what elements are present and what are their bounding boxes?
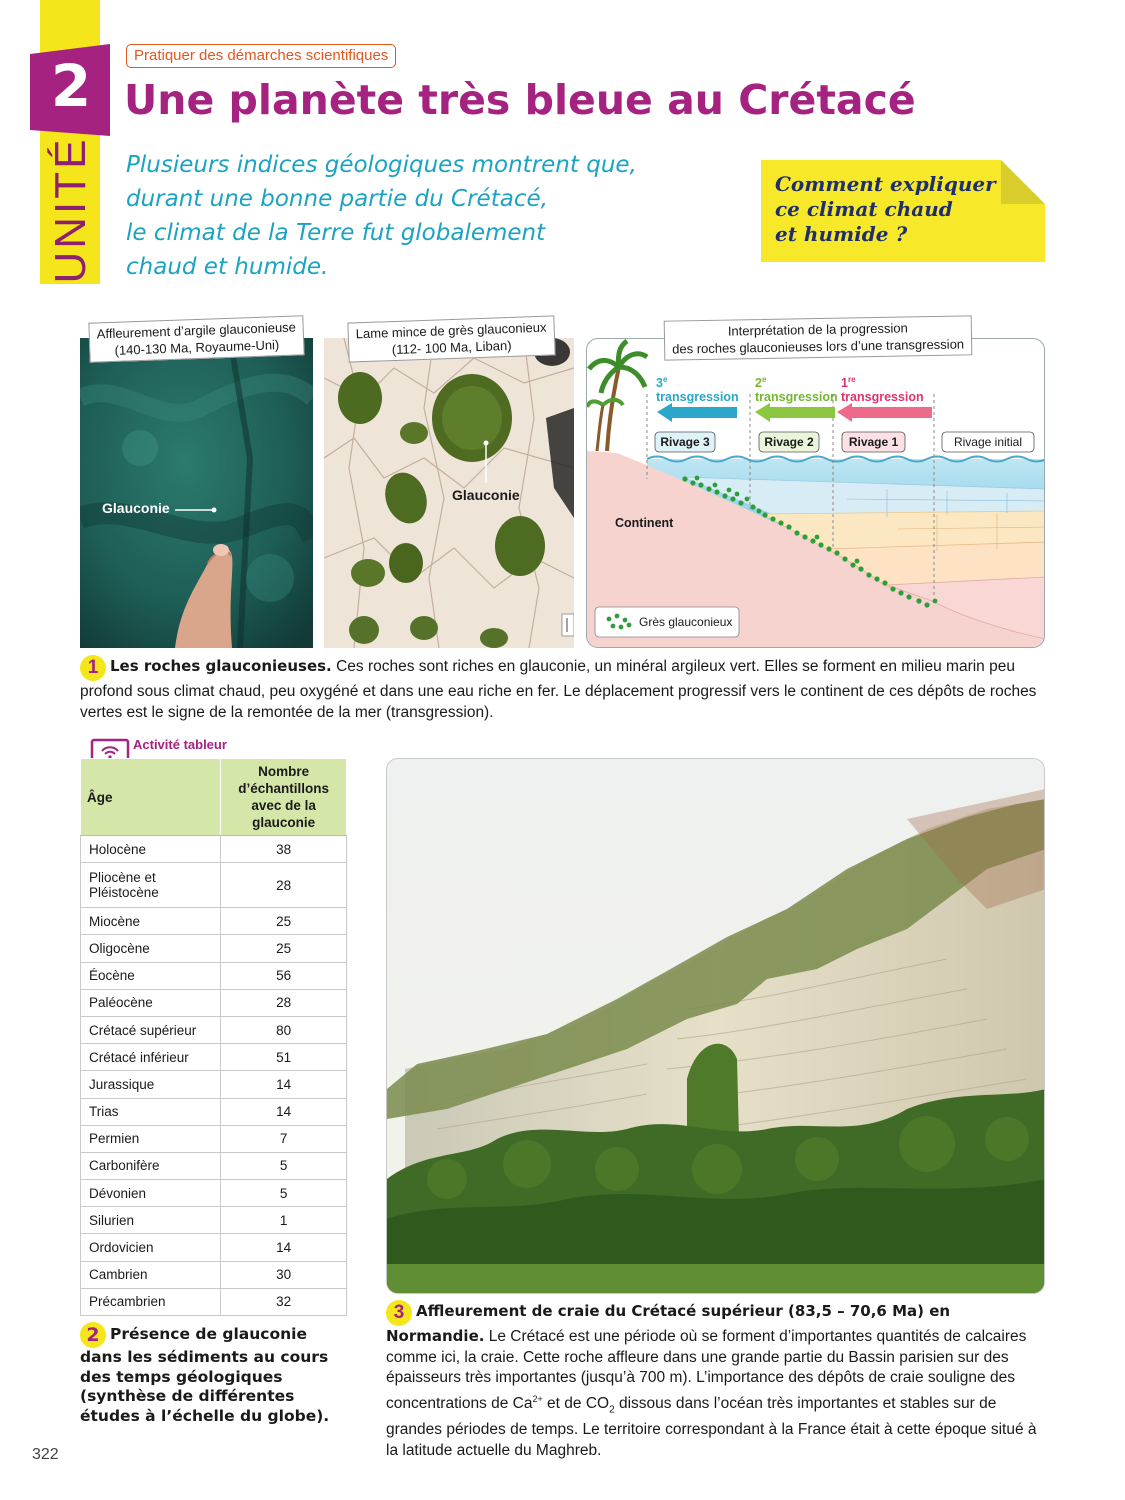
doc3-text-a: Le Crétacé est une période où se forment d’importantes quantités de calcaires comme ici, la craie. Cette roche affleure dans une grande partie du Bassin parisien sur des épaisseurs très importantes (jusqu’à 700 m). L’importance des dépôts de craie souligne des concentrations de Ca — [386, 1328, 1027, 1412]
question-line: Comment expliquer — [775, 172, 996, 196]
age-cell: Pliocène et Pléistocène — [81, 863, 221, 908]
diagram-caption — [664, 315, 973, 360]
doc3-sup-ca: 2+ — [532, 1393, 543, 1404]
table-row — [81, 908, 347, 935]
photo2-caption — [347, 315, 555, 362]
age-cell: Permien — [81, 1125, 221, 1152]
count-cell: 51 — [221, 1044, 347, 1071]
question-line: et humide ? — [775, 222, 908, 246]
doc3-caption — [386, 1300, 1045, 1461]
photo2-caption-line2: (112- 100 Ma, Liban) — [391, 337, 512, 358]
intro-line: Plusieurs indices géologiques montrent que, — [126, 152, 637, 178]
table-row — [81, 989, 347, 1016]
age-cell: Crétacé supérieur — [81, 1016, 221, 1043]
photo2-caption-line1: Lame mince de grès glauconieux — [355, 319, 547, 342]
doc2-text: Présence de glauconie dans les sédiments au cours des temps géologiques (synthèse de différentes études à l’échelle du globe). — [80, 1325, 330, 1425]
intro-line: chaud et humide. — [126, 254, 329, 280]
unit-number: 2 — [50, 52, 92, 120]
doc1-caption — [80, 655, 1045, 723]
table-row — [81, 1044, 347, 1071]
chalk-cliff-photo — [386, 758, 1045, 1294]
table-row — [81, 1016, 347, 1043]
shore-label: Rivage 3 — [660, 435, 710, 449]
table-body — [81, 836, 347, 1316]
doc3-number-badge: 3 — [386, 1300, 412, 1326]
col-header-age: Âge — [81, 759, 221, 836]
age-cell: Miocène — [81, 908, 221, 935]
age-cell: Jurassique — [81, 1071, 221, 1098]
age-cell: Carbonifère — [81, 1152, 221, 1179]
count-cell: 1 — [221, 1207, 347, 1234]
age-cell: Précambrien — [81, 1288, 221, 1315]
table-row — [81, 1207, 347, 1234]
shore-label: Rivage 1 — [848, 435, 899, 449]
count-cell: 38 — [221, 836, 347, 863]
page-curl-icon — [1001, 160, 1045, 204]
count-cell: 7 — [221, 1125, 347, 1152]
doc3-text-c: dissous dans l’océan très importantes et stables sur de grandes périodes de temps. Le territoire correspondant à la France était à cette époque situé à la latitude actuelle du Maghreb. — [386, 1394, 1037, 1459]
photo1-caption — [88, 315, 304, 362]
activity-text: Activité tableur — [133, 737, 227, 752]
doc3-title: Affleurement de craie du Crétacé supérieur (83,5 – 70,6 Ma) en Normandie. — [386, 1302, 951, 1345]
count-cell: 14 — [221, 1234, 347, 1261]
doc3-sub-co: 2 — [609, 1403, 615, 1415]
photo1-caption-line1: Affleurement d’argile glauconieuse — [96, 319, 297, 342]
legend-label: Grès glauconieux — [639, 615, 733, 629]
count-cell: 5 — [221, 1180, 347, 1207]
count-cell: 30 — [221, 1261, 347, 1288]
count-cell: 80 — [221, 1016, 347, 1043]
age-cell: Holocène — [81, 836, 221, 863]
count-cell: 14 — [221, 1098, 347, 1125]
age-cell: Silurien — [81, 1207, 221, 1234]
doc2-number-badge: 2 — [80, 1322, 106, 1348]
age-cell: Trias — [81, 1098, 221, 1125]
transgression-1-label: 1re transgression — [841, 375, 924, 405]
age-cell: Crétacé inférieur — [81, 1044, 221, 1071]
page-number: 322 — [32, 1446, 59, 1463]
col-header-count: Nombre d’échantillons avec de la glauconie — [221, 759, 347, 836]
table-row — [81, 962, 347, 989]
photo1-glauconie-label: Glauconie — [102, 500, 170, 516]
table-row — [81, 935, 347, 962]
count-cell: 5 — [221, 1152, 347, 1179]
table-row — [81, 1071, 347, 1098]
count-cell: 28 — [221, 989, 347, 1016]
intro-text — [126, 148, 706, 284]
question-text — [775, 172, 996, 247]
age-cell: Paléocène — [81, 989, 221, 1016]
age-cell: Dévonien — [81, 1180, 221, 1207]
table-row — [81, 1261, 347, 1288]
glauconite-table — [80, 758, 347, 1316]
page-title: Une planète très bleue au Crétacé — [124, 76, 916, 124]
age-cell: Ordovicien — [81, 1234, 221, 1261]
table-row — [81, 836, 347, 863]
table-row — [81, 1234, 347, 1261]
doc3-text-b: et de CO — [542, 1394, 610, 1412]
count-cell: 25 — [221, 908, 347, 935]
diagram-caption-line1: Interprétation de la progression — [727, 320, 908, 339]
glauconite-clay-photo — [80, 338, 313, 648]
shore-label: Rivage initial — [953, 435, 1023, 449]
doc1-number-badge: 1 — [80, 655, 106, 681]
table-row — [81, 1152, 347, 1179]
age-cell: Oligocène — [81, 935, 221, 962]
diagram-caption-line2: des roches glauconieuses lors d’une transgression — [672, 336, 965, 357]
continent-label: Continent — [615, 516, 674, 530]
doc2-caption — [80, 1322, 342, 1426]
count-cell: 28 — [221, 863, 347, 908]
photo2-glauconie-label: Glauconie — [452, 487, 520, 503]
transgression-arrows — [657, 403, 932, 422]
transgression-3-label: 3e transgression — [656, 375, 739, 405]
table-row — [81, 863, 347, 908]
count-cell: 14 — [221, 1071, 347, 1098]
transgression-2-label: 2e transgression — [755, 375, 838, 405]
table-row — [81, 1180, 347, 1207]
transgression-diagram — [586, 338, 1045, 648]
table-row — [81, 1098, 347, 1125]
question-line: ce climat chaud — [775, 197, 953, 221]
intro-line: le climat de la Terre fut globalement — [126, 220, 546, 246]
age-cell: Éocène — [81, 962, 221, 989]
count-cell: 25 — [221, 935, 347, 962]
count-cell: 32 — [221, 1288, 347, 1315]
question-note — [761, 160, 1045, 262]
glauconite-sandstone-thin-section-photo — [324, 338, 574, 648]
table-row — [81, 1125, 347, 1152]
doc1-text: Ces roches sont riches en glauconie, un minéral argileux vert. Elles se forment en milieu marin peu profond sous climat chaud, peu oxygéné et dans une eau riche en fer. Le déplacement progressif vers le continent de ces dépôts de roches vertes est le signe de la remontée de la mer (transgression). — [80, 658, 1037, 721]
unit-word: UNITÉ — [46, 136, 95, 284]
intro-line: durant une bonne partie du Crétacé, — [126, 186, 548, 212]
count-cell: 56 — [221, 962, 347, 989]
photo1-caption-line2: (140-130 Ma, Royaume-Uni) — [114, 337, 280, 358]
age-cell: Cambrien — [81, 1261, 221, 1288]
doc1-title: Les roches glauconieuses. — [110, 657, 332, 675]
section-tag: Pratiquer des démarches scientifiques — [126, 44, 396, 68]
shore-label: Rivage 2 — [764, 435, 814, 449]
table-row — [81, 1288, 347, 1315]
